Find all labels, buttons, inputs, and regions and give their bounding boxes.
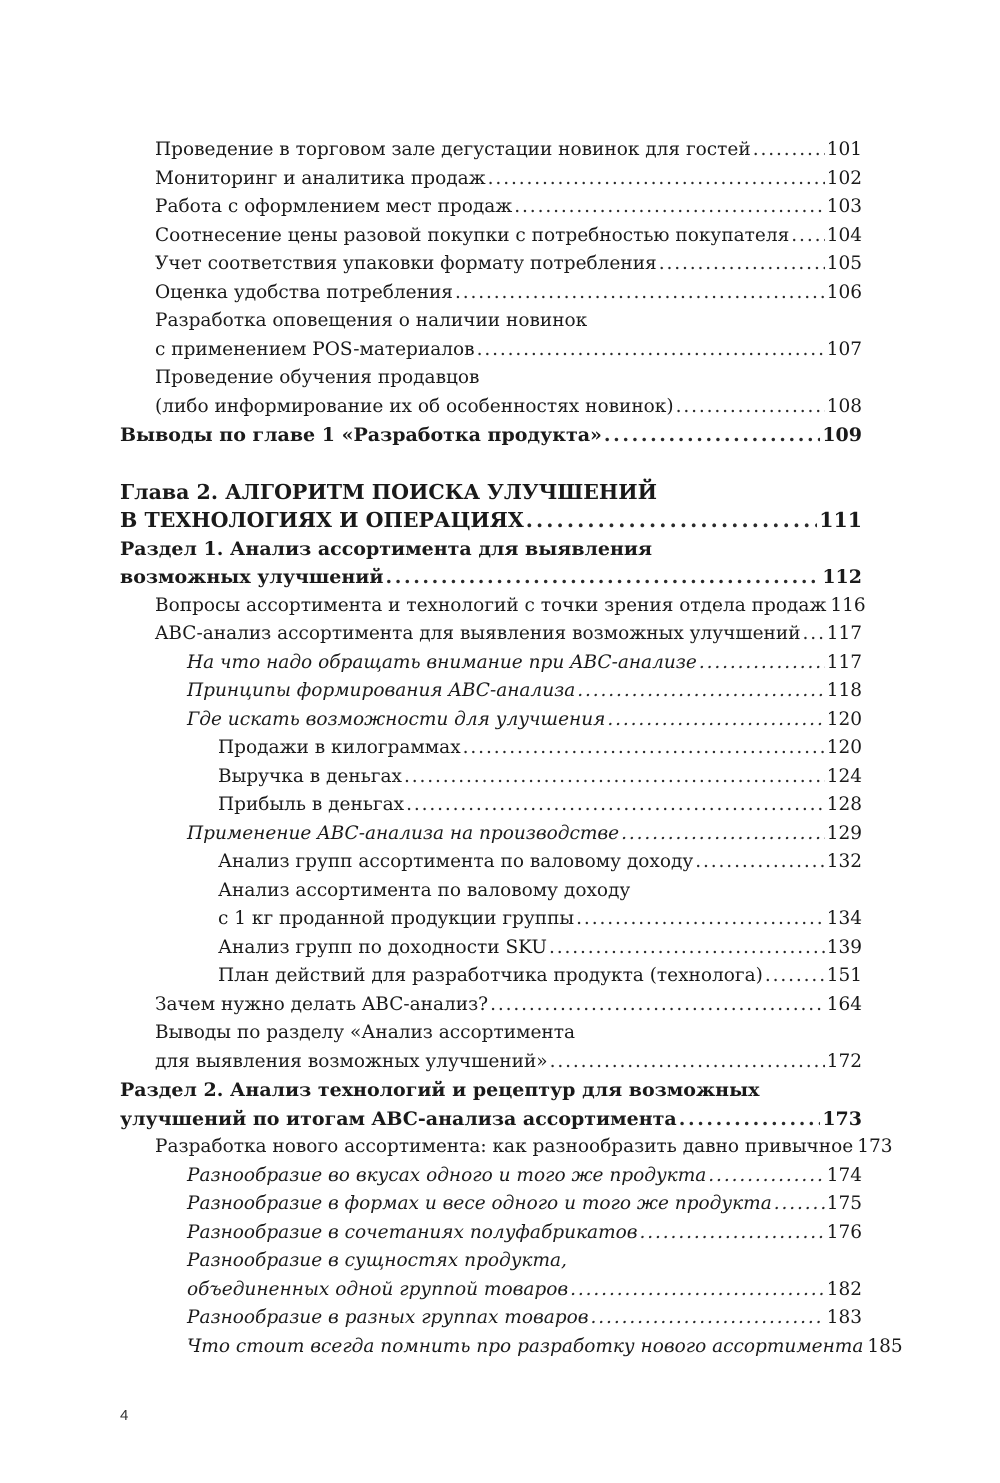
toc-entry xyxy=(0,222,1000,251)
toc-entry-title: Разработка нового ассортимента: как разнообразить давно привычное xyxy=(155,1136,854,1157)
toc-entry-title: Разнообразие в формах и весе одного и того же продукта xyxy=(187,1193,772,1214)
toc-entry xyxy=(0,478,1000,507)
toc-entry-page: 112 xyxy=(822,566,862,588)
toc-entry-title: для выявления возможных улучшений» xyxy=(155,1050,548,1072)
toc-dot-leader xyxy=(577,677,824,706)
toc-entry xyxy=(0,1219,1000,1248)
toc-dot-leader xyxy=(406,791,825,820)
toc-entry-page: 105 xyxy=(826,253,862,274)
toc-dot-leader xyxy=(591,1304,825,1333)
toc-entry-title: Анализ групп ассортимента по валовому доходу xyxy=(218,851,694,872)
toc-entry-page: 109 xyxy=(822,424,862,446)
toc-entry-title: улучшений по итогам ABC-анализа ассортимента xyxy=(120,1107,677,1130)
toc-entry-title: Продажи в килограммах xyxy=(218,737,461,758)
toc-entry-page: 104 xyxy=(826,224,862,246)
toc-dot-leader xyxy=(490,991,825,1020)
toc-entry-title: Анализ групп по доходности SKU xyxy=(218,936,547,958)
toc-entry xyxy=(0,421,1000,450)
toc-entry xyxy=(0,1190,1000,1219)
toc-entry-page: 128 xyxy=(826,794,862,815)
toc-entry xyxy=(0,620,1000,649)
toc-entry xyxy=(0,563,1000,592)
toc-entry-page: 117 xyxy=(826,651,862,673)
toc-entry-page: 103 xyxy=(826,196,862,217)
toc-entry xyxy=(0,677,1000,706)
toc-entry-title: с 1 кг проданной продукции группы xyxy=(218,908,575,929)
toc-entry-page: 182 xyxy=(826,1278,862,1300)
toc-entry-title: (либо информирование их об особенностях новинок) xyxy=(155,395,674,417)
toc-entry xyxy=(0,393,1000,422)
table-of-contents xyxy=(0,136,1000,1361)
toc-dot-leader xyxy=(404,763,825,792)
toc-entry-title: Мониторинг и аналитика продаж xyxy=(155,167,486,189)
toc-entry-title: Принципы формирования ABC-анализа xyxy=(187,680,576,701)
toc-entry xyxy=(0,136,1000,165)
toc-dot-leader xyxy=(708,1162,824,1191)
toc-entry xyxy=(0,763,1000,792)
toc-entry xyxy=(0,1076,1000,1105)
toc-entry-page: 101 xyxy=(826,139,862,160)
toc-dot-leader xyxy=(386,563,821,592)
toc-entry xyxy=(0,848,1000,877)
toc-entry-title: объединенных одной группой товаров xyxy=(187,1278,569,1300)
toc-entry-page: 134 xyxy=(826,908,862,929)
toc-entry-title: Проведение в торговом зале дегустации новинок для гостей xyxy=(155,139,751,160)
toc-entry xyxy=(0,307,1000,336)
toc-entry-page: 172 xyxy=(826,1050,862,1072)
toc-entry-title: Выводы по разделу «Анализ ассортимента xyxy=(155,1022,576,1043)
toc-entry-page: 106 xyxy=(826,281,862,303)
toc-entry-title: Разнообразие в сочетаниях полуфабрикатов xyxy=(187,1221,638,1243)
toc-entry xyxy=(0,506,1000,535)
toc-dot-leader xyxy=(699,649,825,678)
toc-entry xyxy=(0,165,1000,194)
toc-dot-leader xyxy=(679,1105,821,1134)
toc-entry-page: 151 xyxy=(826,965,862,986)
toc-entry-page: 111 xyxy=(819,508,862,532)
toc-entry xyxy=(0,991,1000,1020)
toc-entry-title: Прибыль в деньгах xyxy=(218,794,405,815)
toc-entry-page: 120 xyxy=(826,708,862,730)
toc-entry xyxy=(0,706,1000,735)
toc-entry xyxy=(0,934,1000,963)
toc-entry-page: 139 xyxy=(826,936,862,958)
toc-dot-leader xyxy=(791,222,824,251)
toc-entry-title: Раздел 2. Анализ технологий и рецептур для возможных xyxy=(120,1079,760,1101)
toc-dot-leader xyxy=(455,279,825,308)
toc-entry-page: 120 xyxy=(826,737,862,758)
toc-entry-page: 129 xyxy=(826,822,862,844)
toc-entry-title: Вопросы ассортимента и технологий с точки зрения отдела продаж xyxy=(155,594,827,616)
toc-entry-title: Разнообразие в разных группах товаров xyxy=(187,1307,589,1328)
toc-entry xyxy=(0,1304,1000,1333)
toc-entry xyxy=(0,193,1000,222)
toc-dot-leader xyxy=(514,193,824,222)
toc-entry-title: Разнообразие во вкусах одного и того же продукта xyxy=(187,1164,707,1186)
toc-dot-leader xyxy=(803,620,825,649)
toc-dot-leader xyxy=(765,962,825,991)
toc-dot-leader xyxy=(477,336,825,365)
toc-dot-leader xyxy=(550,1048,825,1077)
toc-entry-title: В ТЕХНОЛОГИЯХ И ОПЕРАЦИЯХ xyxy=(120,508,524,532)
toc-entry-title: Выводы по главе 1 «Разработка продукта» xyxy=(120,424,602,446)
toc-entry-page: 118 xyxy=(826,680,862,701)
toc-entry-title: Зачем нужно делать ABC-анализ? xyxy=(155,993,489,1015)
toc-entry-title: Раздел 1. Анализ ассортимента для выявления xyxy=(120,537,653,560)
toc-entry xyxy=(0,1276,1000,1305)
toc-entry-page: 108 xyxy=(826,395,862,417)
toc-entry-title: ABC-анализ ассортимента для выявления возможных улучшений xyxy=(155,623,801,644)
toc-entry-page: 116 xyxy=(830,594,866,616)
toc-dot-leader xyxy=(695,848,824,877)
toc-entry-page: 173 xyxy=(822,1107,862,1130)
toc-entry-title: Соотнесение цены разовой покупки с потребностью покупателя xyxy=(155,224,790,246)
toc-entry-title: Что стоит всегда помнить про разработку нового ассортимента xyxy=(187,1335,864,1357)
toc-dot-leader xyxy=(526,506,817,535)
toc-entry-title: Выручка в деньгах xyxy=(218,765,402,787)
toc-entry-title: Проведение обучения продавцов xyxy=(155,367,480,388)
toc-entry xyxy=(0,592,1000,621)
toc-dot-leader xyxy=(640,1219,825,1248)
toc-entry xyxy=(0,962,1000,991)
toc-entry-page: 102 xyxy=(826,167,862,189)
toc-entry-title: Анализ ассортимента по валовому доходу xyxy=(218,879,631,901)
toc-dot-leader xyxy=(488,165,825,194)
toc-entry-page: 124 xyxy=(826,765,862,787)
toc-entry-title: Глава 2. АЛГОРИТМ ПОИСКА УЛУЧШЕНИЙ xyxy=(120,479,658,504)
toc-entry xyxy=(0,791,1000,820)
toc-entry-title: На что надо обращать внимание при ABC-анализе xyxy=(187,651,697,673)
toc-entry xyxy=(0,734,1000,763)
toc-entry xyxy=(0,250,1000,279)
toc-entry xyxy=(0,336,1000,365)
toc-entry-title: Где искать возможности для улучшения xyxy=(187,708,606,730)
toc-entry-page: 164 xyxy=(826,993,862,1015)
toc-entry xyxy=(0,905,1000,934)
toc-entry-page: 107 xyxy=(826,338,862,360)
toc-entry xyxy=(0,535,1000,564)
toc-entry-page: 175 xyxy=(826,1193,862,1214)
toc-entry xyxy=(0,1133,1000,1162)
toc-entry-page: 183 xyxy=(826,1307,862,1328)
toc-entry-title: Работа с оформлением мест продаж xyxy=(155,196,513,217)
toc-entry xyxy=(0,649,1000,678)
toc-entry-page: 173 xyxy=(857,1136,893,1157)
toc-dot-leader xyxy=(607,706,824,735)
toc-entry-title: План действий для разработчика продукта (технолога) xyxy=(218,965,763,986)
toc-entry-title: возможных улучшений xyxy=(120,566,384,588)
page-number: 4 xyxy=(120,1407,129,1424)
toc-dot-leader xyxy=(659,250,825,279)
toc-entry xyxy=(0,1162,1000,1191)
toc-entry-title: Разнообразие в сущностях продукта, xyxy=(187,1250,567,1271)
toc-dot-leader xyxy=(570,1276,825,1305)
toc-entry xyxy=(0,877,1000,906)
toc-entry-page: 117 xyxy=(826,623,862,644)
toc-dot-leader xyxy=(604,421,820,450)
toc-dot-leader xyxy=(676,393,825,422)
toc-entry xyxy=(0,1105,1000,1134)
toc-entry xyxy=(0,1247,1000,1276)
toc-entry xyxy=(0,1333,1000,1362)
toc-dot-leader xyxy=(463,734,825,763)
toc-dot-leader xyxy=(774,1190,825,1219)
toc-entry xyxy=(0,1048,1000,1077)
toc-dot-leader xyxy=(753,136,825,165)
toc-entry-title: с применением POS-материалов xyxy=(155,338,475,360)
toc-dot-leader xyxy=(576,905,825,934)
toc-entry xyxy=(0,820,1000,849)
toc-entry-title: Применение ABC-анализа на производстве xyxy=(187,822,620,844)
toc-entry-title: Учет соответствия упаковки формату потребления xyxy=(155,253,657,274)
toc-entry xyxy=(0,1019,1000,1048)
toc-entry-title: Оценка удобства потребления xyxy=(155,281,453,303)
toc-entry-title: Разработка оповещения о наличии новинок xyxy=(155,310,588,331)
toc-entry xyxy=(0,364,1000,393)
toc-dot-leader xyxy=(621,820,825,849)
toc-dot-leader xyxy=(549,934,825,963)
toc-entry-page: 174 xyxy=(826,1164,862,1186)
toc-entry-page: 176 xyxy=(826,1221,862,1243)
toc-entry-page: 132 xyxy=(826,851,862,872)
toc-entry xyxy=(0,279,1000,308)
toc-entry-page: 185 xyxy=(867,1335,903,1357)
